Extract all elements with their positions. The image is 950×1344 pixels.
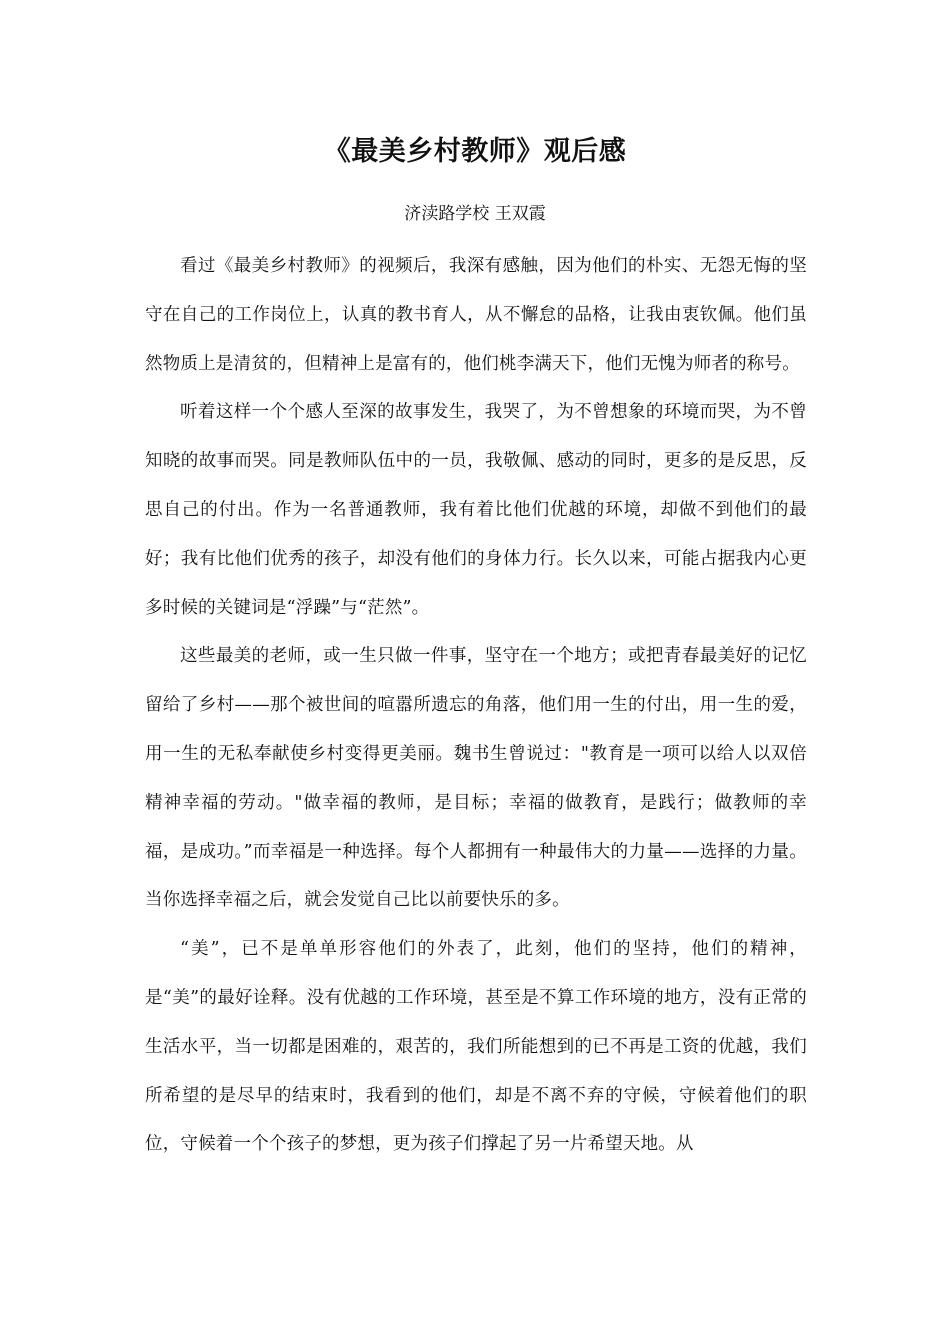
document-body bbox=[145, 242, 807, 1169]
page-title: 《最美乡村教师》观后感 bbox=[323, 136, 627, 167]
paragraph-3: 这些最美的老师，或一生只做一件事，坚守在一个地方；或把青春最美好的记忆留给了乡村——那个被世间的喧嚣所遗忘的角落，他们用一生的付出，用一生的爱，用一生的无私奉献使乡村变得更美丽。魏书生曾说过："教育是一项可以给人以双倍精神幸福的劳动。"做幸福的教师，是目标；幸福的做教育，是践行；做教师的幸福，是成功。”而幸福是一种选择。每个人都拥有一种最伟大的力量——选择的力量。当你选择幸福之后，就会发觉自己比以前要快乐的多。 bbox=[145, 646, 807, 911]
paragraph-4: “美”，已不是单单形容他们的外表了，此刻，他们的坚持，他们的精神，是“美”的最好诠释。没有优越的工作环境，甚至是不算工作环境的地方，没有正常的生活水平，当一切都是困难的，艰苦的，我们所能想到的已不再是工资的优越，我们所希望的是尽早的结束时，我看到的他们，却是不离不弃的守候，守候着他们的职位，守候着一个个孩子的梦想，更为孩子们撑起了另一片希望天地。从 bbox=[145, 939, 807, 1155]
author-line: 济渎路学校 王双霞 bbox=[404, 204, 546, 224]
paragraph-1: 看过《最美乡村教师》的视频后，我深有感触，因为他们的朴实、无怨无悔的坚守在自己的工作岗位上，认真的教书育人，从不懈怠的品格，让我由衷钦佩。他们虽然物质上是清贫的，但精神上是富有的，他们桃李满天下，他们无愧为师者的称号。 bbox=[145, 256, 807, 374]
paragraph-2: 听着这样一个个感人至深的故事发生，我哭了，为不曾想象的环境而哭，为不曾知晓的故事而哭。同是教师队伍中的一员，我敬佩、感动的同时，更多的是反思，反思自己的付出。作为一名普通教师，我有着比他们优越的环境，却做不到他们的最好；我有比他们优秀的孩子，却没有他们的身体力行。长久以来，可能占据我内心更多时候的关键词是“浮躁”与“茫然”。 bbox=[145, 402, 807, 618]
